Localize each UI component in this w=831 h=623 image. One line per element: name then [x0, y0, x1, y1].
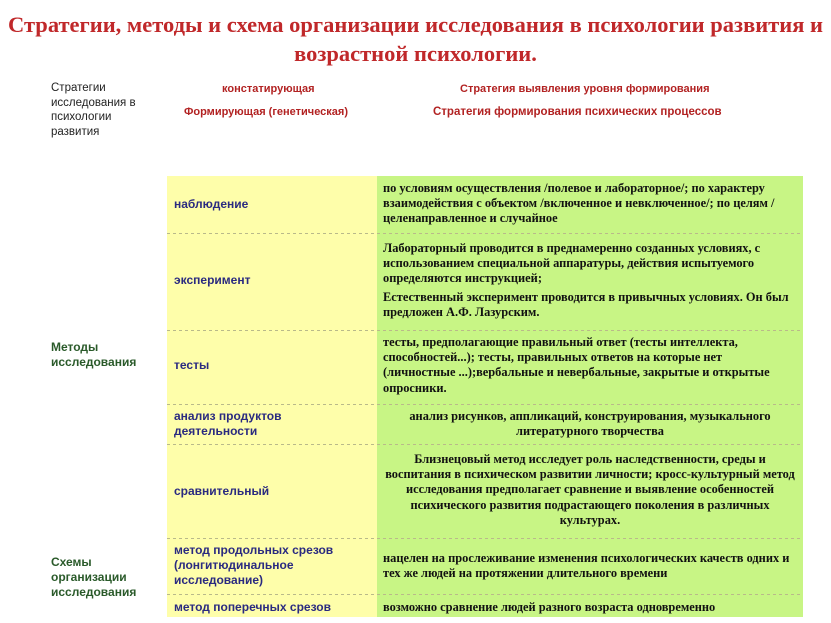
method-desc-activity-products: анализ рисунков, аппликаций, конструирования, музыкального литературного творчества [409, 409, 771, 439]
row-separator [167, 444, 803, 445]
row-separator [167, 404, 803, 405]
schemes-group-label: Схемы организации исследования [51, 555, 137, 599]
row-separator [167, 330, 803, 331]
methods-group-label: Методы исследования [51, 340, 137, 369]
method-name-longitudinal: метод продольных срезов (лонгитюдинальное исследование) [174, 543, 334, 587]
strategy-level-detection: Стратегия выявления уровня формирования [460, 83, 710, 95]
method-desc-comparative: Близнецовый метод исследует роль наследственности, среды и воспитания в психическом развитии личности; кросс-культурный метод исследования предполагает сравнение и выявление особенностей психического развития подрастающего поколения в различных культурах. [385, 452, 795, 527]
method-desc-experiment-natural: Естественный эксперимент проводится в привычных условиях. Он был предложен А.Ф. Лазурским. [383, 290, 789, 320]
slide-title: Стратегии, методы и схема организации исследования в психологии развития и возрастной психологии. [8, 12, 823, 66]
method-desc-cross-sectional: возможно сравнение людей разного возраста одновременно [383, 600, 716, 614]
method-name-tests: тесты [174, 358, 210, 372]
method-desc-longitudinal: нацелен на прослеживание изменения психологических качеств одних и тех же людей на протяжении длительного времени [383, 551, 790, 581]
strategy-forming: Формирующая (генетическая) [184, 106, 348, 118]
strategy-ascertaining: констатирующая [222, 83, 315, 95]
method-desc-tests: тесты, предполагающие правильный ответ (тесты интеллекта, способностей...); тесты, правильных ответов на которые нет (личностные ...);вербальные и невербальные, закрытые и открытые опросники. [383, 335, 770, 395]
method-name-observation: наблюдение [174, 197, 249, 211]
row-separator [167, 538, 803, 539]
method-desc-experiment-lab: Лабораторный проводится в преднамеренно созданных условиях, с использованием специальной аппаратуры, действия испытуемого определяются инструкцией; [383, 241, 761, 286]
strategy-process-forming: Стратегия формирования психических процессов [433, 106, 722, 118]
strategies-label: Стратегии исследования в психологии развития [51, 82, 136, 138]
row-separator [167, 594, 803, 595]
method-name-experiment: эксперимент [174, 273, 251, 287]
method-name-comparative: сравнительный [174, 484, 270, 498]
method-desc-observation: по условиям осуществления /полевое и лабораторное/; по характеру взаимодействия с объектом /включенное и невключенное/; по целям /целенаправленное и случайное [383, 181, 775, 226]
method-name-cross-sectional: метод поперечных срезов [174, 600, 331, 614]
method-name-activity-products: анализ продуктов деятельности [174, 409, 282, 438]
row-separator [167, 233, 803, 234]
